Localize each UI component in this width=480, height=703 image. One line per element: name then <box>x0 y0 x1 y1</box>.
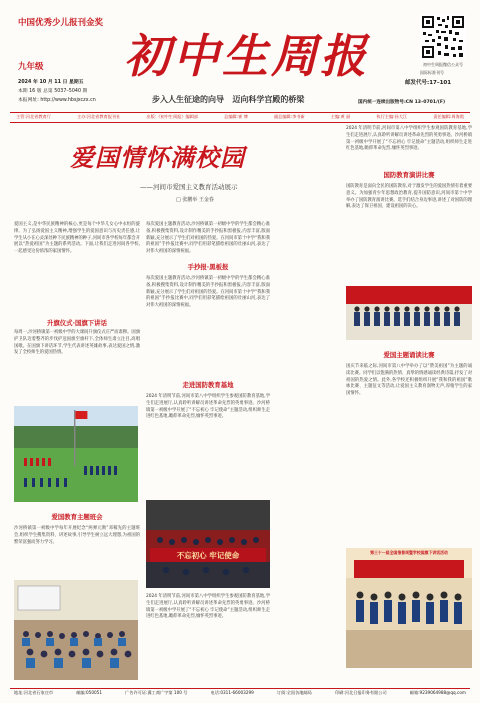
speech-contest-photo <box>346 286 472 340</box>
byline: □ 张鹏举 王金春 <box>176 197 214 203</box>
credit-item: 主办:河北省教育报刊社 <box>77 114 121 120</box>
banner-text: 第三十一届全国推普周暨学校国旗下讲话活动 <box>370 550 448 555</box>
grade-label: 九年级 <box>18 62 44 72</box>
feature-headline: 爱国情怀满校园 <box>70 143 245 172</box>
footer-item: 邮箱:9239064988@qq.com <box>409 690 466 696</box>
section-heading: 国防教育演讲比赛 <box>383 171 435 179</box>
credit-item: 主管:河北省教育厅 <box>16 114 51 120</box>
flag-ceremony-photo <box>14 406 138 502</box>
qr-code-icon <box>420 14 466 60</box>
article-text: 2024 年清明节前,河间市第八中学组织学生参观国防教育基地,学生们走进展厅,认真聆听讲解员讲述革命先烈的英勇事迹。沙河桥镇第一初级中学开展了“不忘初心 牢记使命”主题活动,组织师生走进红色基地,瞻仰革命先烈,缅怀英烈事迹。 <box>146 594 270 620</box>
footer-item: 地址:河北省石家庄市 <box>14 690 54 696</box>
article-text: 每周一,沙河桥镇第一初级中学的大课间升旗仪式庄严而肃穆。国旗护卫队迈着整齐的步伐护送国旗至旗杆下,全体师生肃立注目,高唱国歌。在国旗下讲话环节,学生代表讲述英雄故事,表达爱国之情,激发了全校师生的爱国热情。 <box>14 330 140 356</box>
footer-bar <box>10 688 470 698</box>
award-slogan: 中国优秀少儿报刊金奖 <box>18 18 104 28</box>
issn-line: 国际标准刊号 <box>420 70 444 75</box>
article-text: 每次爱国主题教育活动,沙河桥镇第一初级中学的学生都会精心准备,积极搜集资料,设计制作精美的手抄报和黑板报,内容丰富,版面新颖,充分展示了学生们对祖国的热爱。在河间市第十中学“我和我的祖国”手抄报比赛中,同学们用彩笔描绘祖国的壮丽山河,表达了对伟大祖国的深情祝福。 <box>146 222 270 255</box>
subtitle-right: 迈向科学宫殿的桥梁 <box>232 95 305 104</box>
article-text: 每次爱国主题教育活动,沙河桥镇第一初级中学的学生都会精心准备,积极搜集资料,设计制作精美的手抄报和黑板报,内容丰富,版面新颖,充分展示了学生们对祖国的热爱。在河间市第十中学“我和我的祖国”手抄报比赛中,同学们用彩笔描绘祖国的壮丽山河,表达了对伟大祖国的深情祝福。 <box>146 276 270 309</box>
credit-item: 出版:《初中生周报》编辑部 <box>146 114 199 120</box>
section-heading: 爱国教育主题班会 <box>51 513 103 521</box>
section-heading: 爱国主题诵读比赛 <box>383 351 435 359</box>
section-heading: 升旗仪式·国旗下讲话 <box>47 319 107 327</box>
credit-item: 主编:黄 丽 <box>330 114 351 120</box>
footer-item: 广告许可证:冀工商广字第 100 号 <box>125 690 188 696</box>
article-text: 国庆节来临之际,河间市第八中学举办了以“赞美祖国”为主题的诵读比赛。同学们以饱满的热情、真挚的情感诵读经典诗篇,抒发了对祖国的热爱之情。此外,各学校还积极组织开展“我和我的祖国”歌咏比赛、主题征文等活动,让爱国主义教育润物无声,厚植学生的家国情怀。 <box>346 364 472 397</box>
article-text: 国防教育是面向全民的国防教育,对于激发学生的爱国热情有着重要意义。为加强青少年思想政治教育,提升国防意识,河间市第十中学举办了国防教育演讲比赛。选手们结合身边事迹,讲述了对国防的理解,表达了保卫祖国、建设祖国的决心。 <box>346 184 472 210</box>
credits-bar <box>10 112 470 123</box>
credit-item: 责任编辑:周海霞 <box>433 114 464 120</box>
article-text: 沙河桥镇第一初级中学每年开展纪念“两弹元勋”邓稼先的主题班会,组织学生搜集资料、讲述故事,引导学生树立远大理想,为祖国的繁荣富强而努力学习。 <box>14 526 140 545</box>
class-meeting-photo <box>14 580 138 680</box>
credit-item: 总编辑:崔 博 <box>224 114 248 120</box>
defense-base-photo <box>146 500 270 588</box>
postal-code: 邮发代号:17–101 <box>405 80 452 86</box>
recitation-contest-photo <box>346 548 472 668</box>
footer-item: 印刷:河北日报印务有限公司 <box>334 690 387 696</box>
footer-item: 电话:0311-66003299 <box>210 690 254 696</box>
qr-caption: 初中生周报微信公众号 <box>423 62 463 67</box>
footer-item: 订阅:全国各地邮局 <box>276 690 312 696</box>
section-heading: 走进国防教育基地 <box>182 381 234 389</box>
footer-item: 邮编:050051 <box>76 690 102 696</box>
article-text-col3-top: 2024 年清明节前,河间市第八中学组织学生参观国防教育基地,学生们走进展厅,认真聆听讲解员讲述革命先烈的英勇事迹。沙河桥镇第一初级中学开展了“不忘初心 牢记使命”主题活动,组织师生走进红色基地,瞻仰革命先烈,缅怀英烈事迹。 <box>346 126 472 152</box>
subtitle <box>152 94 304 105</box>
credit-item: 执行主编:孙大江 <box>376 114 408 120</box>
article-intro: 爱国主义,是中华民族精神的核心,更是每个中华儿女心中永恒的旋律。为了弘扬爱国主义精神,增强学生的爱国意识与历史责任感,让学生从小在心灵深处种下民族精神的种子,河间市各学校每年都会开展以“热爱祖国”为主题的系列活动。下面,让我们走进河间各学校,一起感受这份浓浓的家国情怀。 <box>14 222 140 255</box>
credit-item: 副总编辑:李书新 <box>273 114 305 120</box>
section-heading: 手抄报·黑板报 <box>187 263 229 271</box>
cn-number: 国内统一连续出版物号:CN 13–0701/(F) <box>358 100 446 105</box>
newspaper-title: 初中生周报 <box>124 29 369 83</box>
feature-subheadline: ——河间市爱国主义教育活动展示 <box>140 183 238 191</box>
article-text: 2024 年清明节前,河间市第八中学组织学生参观国防教育基地,学生们走进展厅,认真聆听讲解员讲述革命先烈的英勇事迹。沙河桥镇第一初级中学开展了“不忘初心 牢记使命”主题活动,组织师生走进红色基地,瞻仰革命先烈,缅怀英烈事迹。 <box>146 394 270 420</box>
issue-line: 本期 16 版 总第 5037–5040 期 <box>18 89 88 94</box>
subtitle-left: 步入人生征途的向导 <box>152 95 224 104</box>
date-line: 2024 年 10 月 11 日 星期五 <box>18 80 84 85</box>
site-line: 本报网址: http://www.hbsjxczx.cn <box>18 98 96 103</box>
sign-text: 不忘初心 牢记使命 <box>176 551 240 560</box>
masthead <box>0 0 480 112</box>
